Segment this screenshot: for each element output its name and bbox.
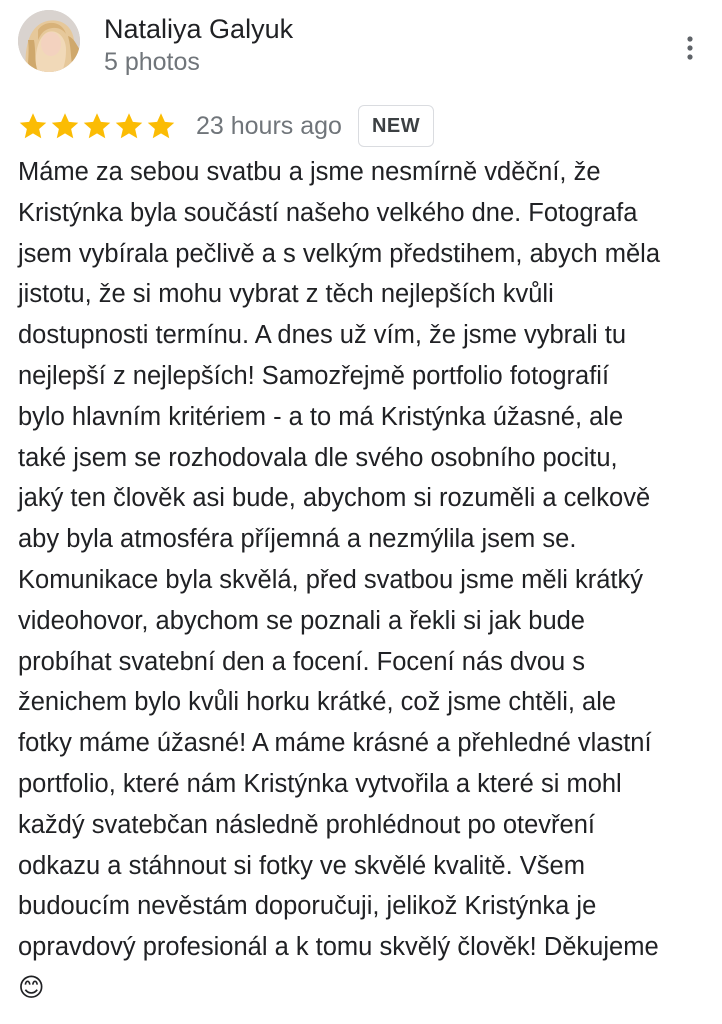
avatar-image <box>18 10 80 72</box>
rating-row <box>18 104 434 148</box>
star-icon <box>82 111 112 141</box>
star-icon <box>114 111 144 141</box>
star-icon <box>146 111 176 141</box>
reviewer-avatar[interactable] <box>18 10 80 72</box>
new-badge: NEW <box>358 105 434 147</box>
more-options-button[interactable] <box>672 28 708 68</box>
review-text: Máme za sebou svatbu a jsme nesmírně vděční, že Kristýnka byla součástí našeho velkého dne. Fotografa jsem vybírala pečlivě a s velkým předstihem, abych měla jistotu, že si mohu vybrat z těch nejlepších kvůli dostupnosti termínu. A dnes už vím, že jsme vybrali tu nejlepší z nejlepších! Samozřejmě portfolio fotografií bylo hlavním kritériem - a to má Kristýnka úžasné, ale také jsem se rozhodovala dle svého osobního pocitu, jaký ten člověk asi bude, abychom si rozuměli a celkově aby byla atmosféra příjemná a nezmýlila jsem se. Komunikace byla skvělá, před svatbou jsme měli krátký videohovor, abychom se poznali a řekli si jak bude probíhat svatební den a focení. Focení nás dvou s ženichem bylo kvůli horku krátké, což jsme chtěli, ale fotky máme úžasné! A máme krásné a přehledné vlastní portfolio, které nám Kristýnka vytvořila a které si mohl každý svatebčan následně prohlédnout po otevření odkazu a stáhnout si fotky ve skvělé kvalitě. Všem budoucím nevěstám doporučuji, jelikož Kristýnka je opravdový profesionál a k tomu skvělý člověk! Děkujeme 😊 <box>18 158 660 1002</box>
reviewer-photo-count[interactable]: 5 photos <box>104 48 200 76</box>
reviewer-name[interactable]: Nataliya Galyuk <box>104 14 294 44</box>
more-vert-icon <box>687 36 693 60</box>
review-time: 23 hours ago <box>196 111 342 140</box>
star-icon <box>18 111 48 141</box>
star-rating <box>18 111 176 141</box>
star-icon <box>50 111 80 141</box>
